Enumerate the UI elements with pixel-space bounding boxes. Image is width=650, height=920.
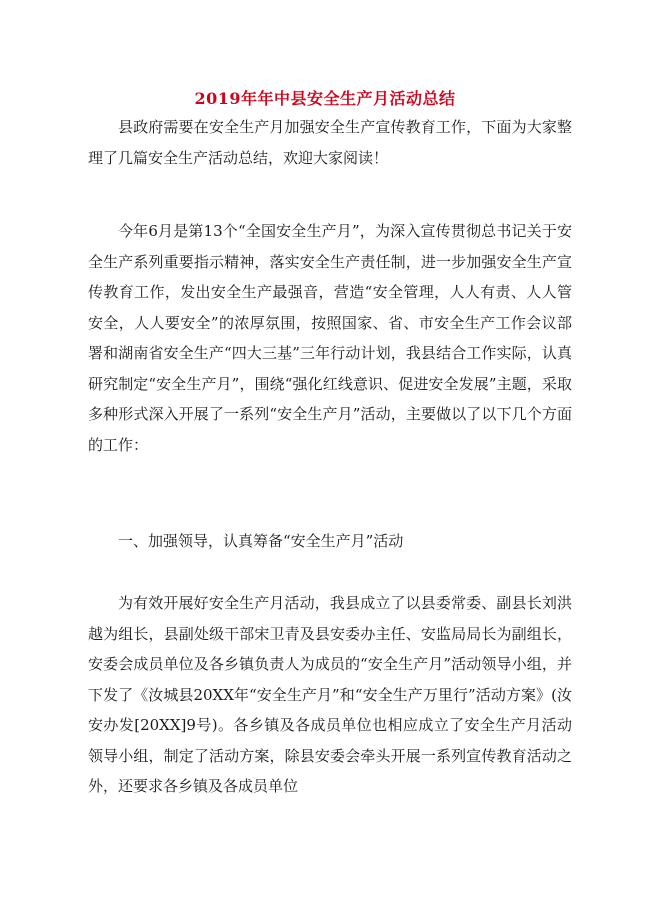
body-paragraph-1: 今年6月是第13个“全国安全生产月”，为深入宣传贯彻总书记关于安全生产系列重要指示精神，落实安全生产责任制，进一步加强安全生产宣传教育工作，发出安全生产最强音，营造“安全管理，人人有责、人人管安全，人人要安全”的浓厚氛围，按照国家、省、市安全生产工作会议部署和湖南省安全生产“四大三基”三年行动计划，我县结合工作实际，认真研究制定“安全生产月”，围绕“强化红线意识、促进安全发展”主题，采取多种形式深入开展了一系列“安全生产月”活动，主要做以了以下几个方面的工作： bbox=[88, 222, 572, 454]
body-paragraph-2: 为有效开展好安全生产月活动，我县成立了以县委常委、副县长刘洪越为组长，县副处级干部宋卫青及县安委办主任、安监局局长为副组长，安委会成员单位及各乡镇负责人为成员的“安全生产月”活动领导小组，并下发了《汝城县20XX年“安全生产月”和“安全生产万里行”活动方案》(汝安办发[20XX]9号)。各乡镇及各成员单位也相应成立了安全生产月活动领导小组，制定了活动方案，除县安委会牵头开展一系列宣传教育活动之外，还要求各乡镇及各成员单位 bbox=[88, 594, 572, 795]
intro-paragraph: 县政府需要在安全生产月加强安全生产宣传教育工作，下面为大家整理了几篇安全生产活动总结，欢迎大家阅读！ bbox=[88, 118, 572, 167]
document-title: 2019年年中县安全生产月活动总结 bbox=[194, 89, 456, 108]
section-heading-1: 一、加强领导，认真筹备“安全生产月”活动 bbox=[118, 532, 404, 550]
